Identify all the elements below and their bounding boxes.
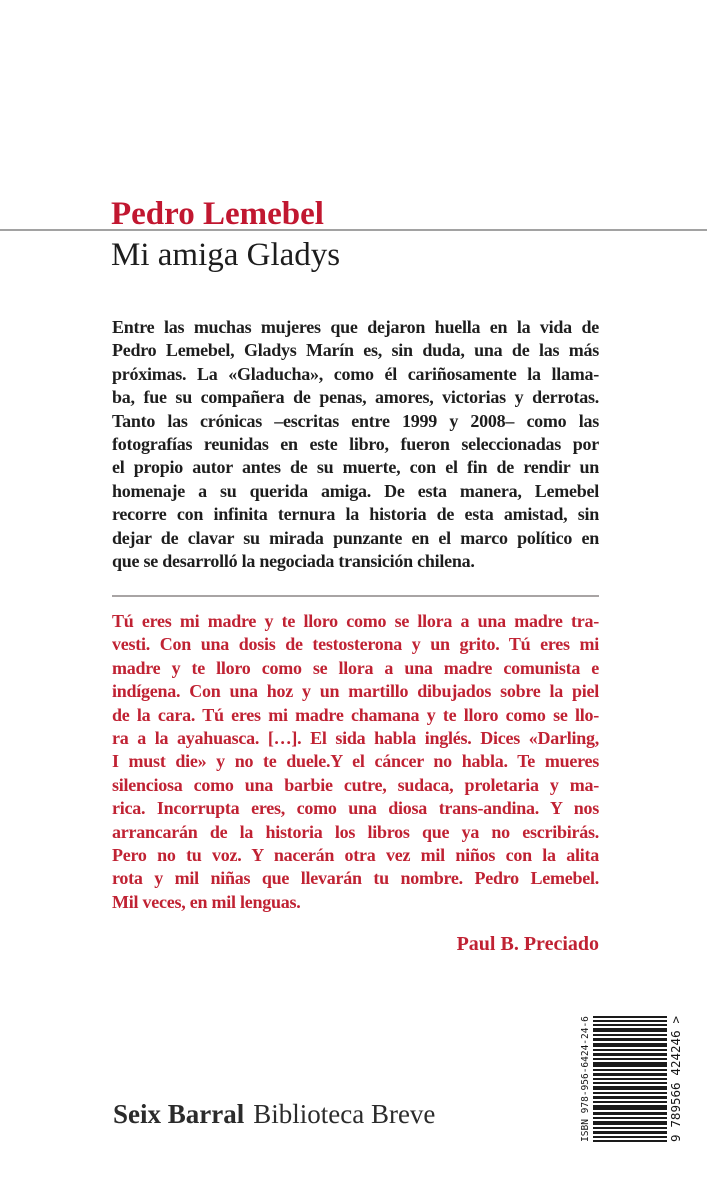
collection-name: Biblioteca Breve [253,1099,436,1129]
text-line: el propio autor antes de su muerte, con el fin de rendir un [112,457,599,478]
text-line: ba, fue su compañera de penas, amores, victorias y derrotas. [112,387,599,408]
text-line: I must die» y no te duele.Y el cáncer no habla. Te mueres [112,751,599,772]
text-line: que se desarrolló la negociada transición chilena. [112,551,475,572]
text-line: Tanto las crónicas –escritas entre 1999 y 2008– como las [112,410,599,431]
ean-digits-row [668,1016,683,1142]
text-line: indígena. Con una hoz y un martillo dibujados sobre la piel [112,681,599,702]
text-line: rota y mil niñas que llevarán tu nombre. Pedro Lemebel. [112,868,599,889]
quote-attribution: Paul B. Preciado [456,933,599,955]
text-line: silenciosa como una barbie cutre, sudaca, proletaria y ma- [112,774,599,795]
text-line: Pedro Lemebel, Gladys Marín es, sin duda, una de las más [112,340,599,361]
text-line: homenaje a su querida amiga. De esta manera, Lemebel [112,480,599,501]
ean-digit-group: 424246 [668,1030,683,1076]
text-line: Entre las muchas mujeres que dejaron huella en la vida de [112,317,599,337]
publisher-logotype [113,1099,435,1129]
book-title: Mi amiga Gladys [111,237,341,273]
text-line: fotografías reunidas en este libro, fueron seleccionadas por [112,434,599,455]
quote-paragraph [112,610,599,914]
text-line: próximas. La «Gladucha», como él cariñosamente la llama- [112,363,599,384]
quote-divider-rule [112,595,599,597]
ean-barcode-bars-icon [593,1016,667,1142]
ean-digit-group: 9 [668,1134,683,1142]
text-line: de la cara. Tú eres mi madre chamana y te lloro como se llo- [112,704,599,725]
text-line: madre y te lloro como se llora a una madre comunista e [112,657,599,678]
imprint-name: Seix Barral [113,1099,245,1129]
text-line: vesti. Con una dosis de testosterona y un grito. Tú eres mi [112,634,599,655]
isbn-barcode [580,1014,688,1144]
text-line: rica. Incorrupta eres, como una diosa trans-andina. Y nos [112,798,599,819]
text-line: Mil veces, en mil lenguas. [112,891,301,912]
ean-digit-group: 789566 [668,1082,683,1128]
text-line: ra a la ayahuasca. […]. El sida habla inglés. Dices «Darling, [112,728,599,749]
intro-paragraph [112,316,599,573]
ean-quiet-zone-marker: > [668,1016,683,1024]
text-line: Pero no tu voz. Y nacerán otra vez mil niños con la alita [112,845,599,866]
text-line: Tú eres mi madre y te lloro como se llora a una madre tra- [112,611,599,631]
barcode-rotated-content [580,1014,688,1144]
author-name: Pedro Lemebel [111,196,324,232]
text-line: dejar de clavar su mirada punzante en el marco político en [112,527,599,548]
text-line: arrancarán de la historia los libros que ya no escribirás. [112,821,599,842]
text-line: recorre con infinita ternura la historia de esta amistad, sin [112,504,599,525]
top-divider-rule [0,229,707,231]
isbn-number-label: ISBN 978-956-6424-24-6 [580,1016,591,1142]
